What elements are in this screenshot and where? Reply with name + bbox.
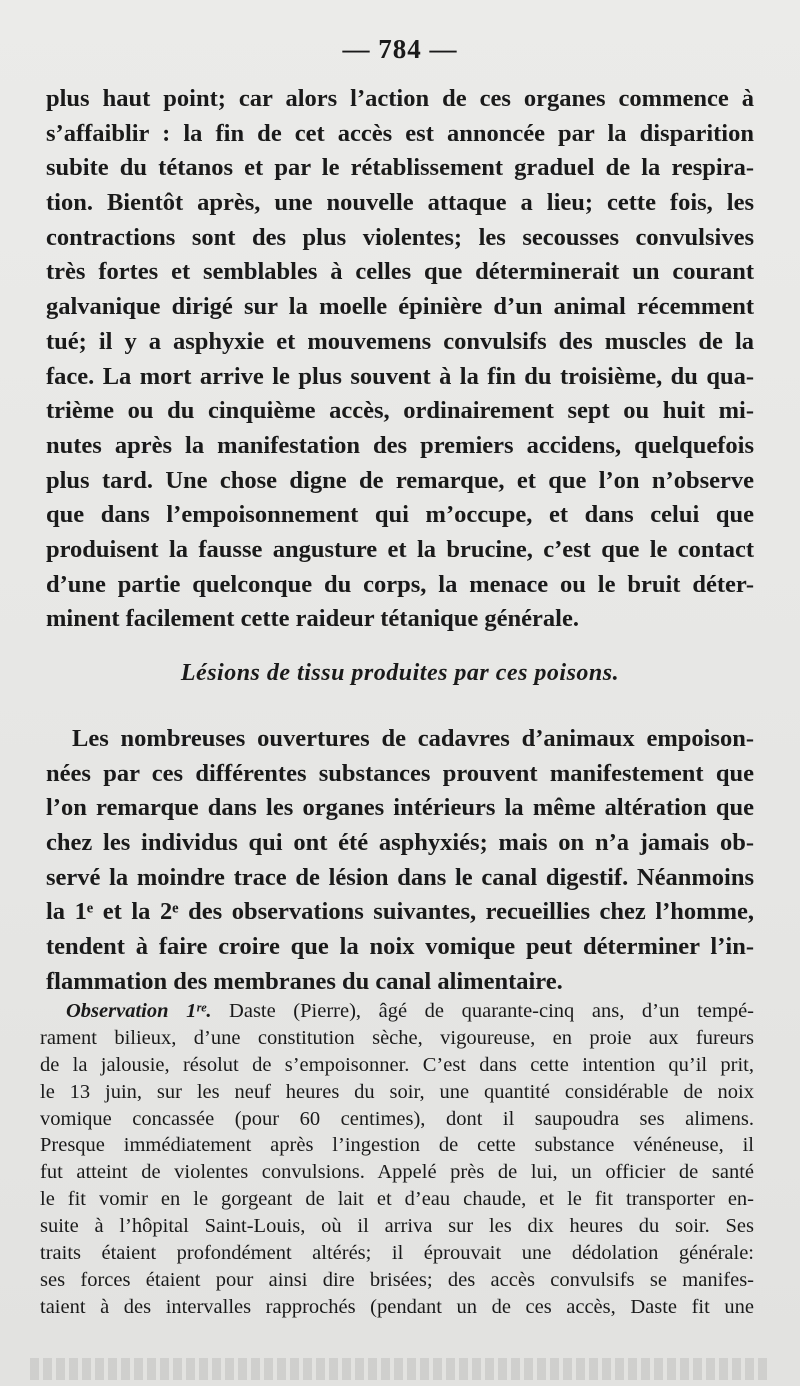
text-line: Presque immédiatement après l’ingestion de cette substance vénéneuse, il [40, 1134, 754, 1157]
text-line: nées par ces différentes substances prouvent manifestement que [46, 759, 754, 787]
text-line: rament bilieux, d’une constitution sèche, vigoureuse, en proie aux fureurs [40, 1026, 754, 1049]
text-line: tion. Bientôt après, une nouvelle attaque a lieu; cette fois, les [46, 189, 754, 217]
text-line: minent facilement cette raideur tétanique générale. [46, 605, 579, 633]
text-line: l’on remarque dans les organes intérieurs la même altération que [46, 794, 754, 822]
paragraph-continued [46, 82, 754, 637]
text-line: servé la moindre trace de lésion dans le canal digestif. Néanmoins [46, 863, 754, 891]
text-line: contractions sont des plus violentes; les secousses convulsives [46, 223, 754, 251]
text-line: s’affaiblir : la fin de cet accès est annoncée par la disparition [46, 119, 754, 147]
text-line: traits étaient profondément altérés; il éprouvait une dédolation générale: [40, 1242, 754, 1265]
text-line: que dans l’empoisonnement qui m’occupe, et dans celui que [46, 501, 754, 529]
text-line: fut atteint de violentes convulsions. Appelé près de lui, un officier de santé [40, 1161, 754, 1184]
observation-paragraph [40, 998, 754, 1321]
bleed-through-text [30, 1358, 770, 1380]
observation-first-line [40, 998, 754, 1025]
text-line: de la jalousie, résolut de s’empoisonner. C’est dans cette intention qu’il prit, [40, 1053, 754, 1076]
text-line: le fit vomir en le gorgeant de lait et d’eau chaude, et le fit transporter en- [40, 1188, 754, 1211]
text-line: la 1ᵉ et la 2ᵉ des observations suivantes, recueillies chez l’homme, [46, 898, 754, 926]
text-line: tendent à faire croire que la noix vomique peut déterminer l’in- [46, 933, 754, 961]
text-line: Les nombreuses ouvertures de cadavres d’animaux empoison- [72, 725, 754, 752]
paragraph-lesions [46, 722, 754, 1000]
text-line: subite du tétanos et par le rétablissement graduel de la respira- [46, 154, 754, 182]
observation-label: Observation 1ʳᵉ. [66, 1000, 212, 1022]
text-line: flammation des membranes du canal alimentaire. [46, 967, 563, 995]
text-line: très fortes et semblables à celles que déterminerait un courant [46, 258, 754, 286]
text-line: trième ou du cinquième accès, ordinairement sept ou huit mi- [46, 397, 754, 425]
text-line: galvanique dirigé sur la moelle épinière d’un animal récemment [46, 293, 754, 321]
text-line: nutes après la manifestation des premiers accidens, quelquefois [46, 431, 754, 459]
text-fragment: Daste (Pierre), âgé de quarante-cinq ans, d’un tempé- [211, 1000, 754, 1022]
page-number: — 784 — [342, 34, 458, 64]
text-line: d’une partie quelconque du corps, la menace ou le bruit déter- [46, 570, 754, 598]
section-heading: Lésions de tissu produites par ces poisons. [180, 660, 620, 686]
text-line: chez les individus qui ont été asphyxiés; mais on n’a jamais ob- [46, 829, 754, 857]
text-line: plus haut point; car alors l’action de ces organes commence à [46, 85, 754, 112]
text-line: tué; il y a asphyxie et mouvemens convulsifs des muscles de la [46, 327, 754, 355]
text-line: produisent la fausse angusture et la brucine, c’est que le contact [46, 535, 754, 563]
text-line: face. La mort arrive le plus souvent à la fin du troisième, du qua- [46, 362, 754, 390]
text-line: le 13 juin, sur les neuf heures du soir, une quantité considérable de noix [40, 1080, 754, 1103]
text-line: vomique concassée (pour 60 centimes), dont il saupoudra ses alimens. [40, 1107, 754, 1130]
text-line: plus tard. Une chose digne de remarque, et que l’on n’observe [46, 466, 754, 494]
text-line: ses forces étaient pour ainsi dire brisées; des accès convulsifs se manifes- [40, 1268, 754, 1291]
text-line: taient à des intervalles rapprochés (pendant un de ces accès, Daste fit une [40, 1295, 754, 1318]
text-line: suite à l’hôpital Saint-Louis, où il arriva sur les dix heures du soir. Ses [40, 1215, 754, 1238]
